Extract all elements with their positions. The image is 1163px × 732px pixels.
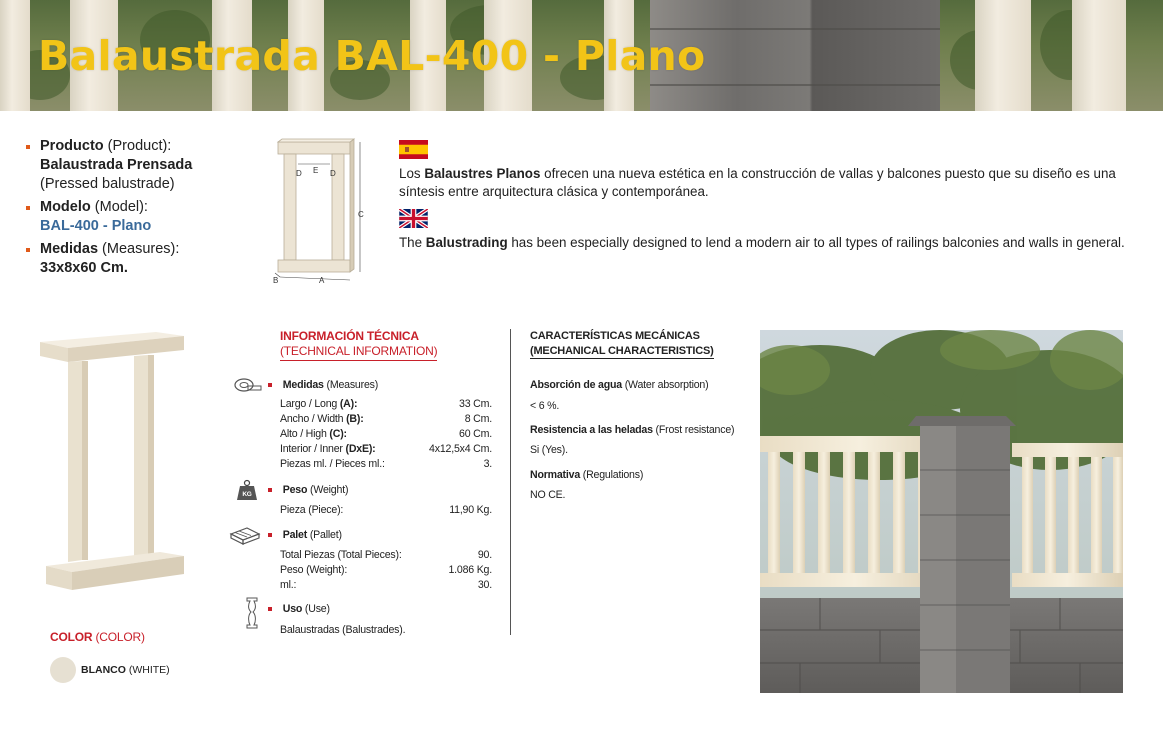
color-swatch-label: BLANCO (WHITE) bbox=[81, 664, 170, 676]
spec-row-value: 1.086 Kg. bbox=[448, 564, 492, 576]
spec-measures bbox=[26, 240, 256, 278]
description-es: Los Balaustres Planos ofrecen una nueva estética en la construcción de vallas y balcones puesto que su diseño es una síntesis entre arquitectura clásica y contemporánea. bbox=[399, 166, 1116, 199]
spec-row bbox=[280, 428, 492, 442]
installation-photo bbox=[760, 330, 1123, 693]
spec-row-key: Balaustradas (Balustrades). bbox=[280, 624, 406, 636]
spec-measures-label-en: (Measures): bbox=[102, 241, 180, 257]
color-swatch bbox=[50, 657, 76, 683]
spec-measures-label: Medidas bbox=[40, 241, 99, 257]
product-description bbox=[399, 140, 1139, 252]
spec-row-key: Peso (Weight): bbox=[280, 564, 348, 576]
spec-row-value: 33 Cm. bbox=[459, 398, 492, 410]
spec-row bbox=[280, 579, 492, 593]
tape-measure-icon bbox=[234, 377, 262, 393]
spec-product-label: Producto bbox=[40, 138, 104, 154]
drawing-label-d: D bbox=[296, 169, 302, 178]
spec-row-value: 4x12,5x4 Cm. bbox=[429, 443, 492, 455]
section-use-title: Uso (Use) bbox=[268, 603, 330, 615]
balustrade-product-image bbox=[38, 328, 188, 598]
banner-baluster bbox=[1072, 0, 1126, 111]
banner-pillar-joint bbox=[650, 28, 940, 30]
water-absorption-value: < 6 %. bbox=[530, 400, 560, 412]
column-divider bbox=[510, 329, 511, 635]
banner-pillar-joint bbox=[650, 84, 940, 86]
svg-text:KG: KG bbox=[242, 491, 252, 498]
spec-row bbox=[280, 398, 492, 412]
spec-row bbox=[280, 624, 492, 638]
spec-row-key: Pieza (Piece): bbox=[280, 504, 344, 516]
drawing-label-e: E bbox=[313, 166, 319, 175]
spec-model-label: Modelo bbox=[40, 199, 91, 215]
spec-row-value: 8 Cm. bbox=[464, 413, 492, 425]
spec-row-value: 3. bbox=[483, 458, 492, 470]
spec-row-key: Ancho / Width (B): bbox=[280, 413, 364, 425]
spec-row-key: Largo / Long (A): bbox=[280, 398, 358, 410]
spec-product-label-en: (Product): bbox=[107, 138, 172, 154]
spec-model bbox=[26, 198, 256, 236]
frost-resistance-value: Si (Yes). bbox=[530, 444, 568, 456]
spec-row-key: Alto / High (C): bbox=[280, 428, 347, 440]
color-title: COLOR (COLOR) bbox=[50, 630, 145, 644]
frost-resistance-label: Resistencia a las heladas (Frost resistance) bbox=[530, 424, 735, 436]
description-en: The Balustrading has been especially designed to lend a modern air to all types of railings balconies and walls in general. bbox=[399, 235, 1125, 250]
spec-row-key: Interior / Inner (DxE): bbox=[280, 443, 376, 455]
spec-row-key: Total Piezas (Total Pieces): bbox=[280, 549, 402, 561]
drawing-label-a: A bbox=[319, 276, 325, 285]
section-measures-title: Medidas (Measures) bbox=[268, 379, 378, 391]
banner-baluster bbox=[975, 0, 1031, 111]
spec-row-value: 30. bbox=[477, 579, 492, 591]
regulations-value: NO CE. bbox=[530, 489, 566, 501]
page-title: Balaustrada BAL-400 - Plano bbox=[38, 32, 706, 80]
spec-row bbox=[280, 504, 492, 518]
section-pallet-title: Palet (Pallet) bbox=[268, 529, 342, 541]
spec-product-value-en: (Pressed balustrade) bbox=[40, 176, 175, 192]
product-spec-list bbox=[26, 137, 256, 282]
water-absorption-label: Absorción de agua (Water absorption) bbox=[530, 379, 709, 391]
spec-row bbox=[280, 458, 492, 472]
technical-drawing bbox=[266, 132, 376, 292]
spec-row bbox=[280, 564, 492, 578]
spec-row-key: Piezas ml. / Pieces ml.: bbox=[280, 458, 385, 470]
spec-row-value: 60 Cm. bbox=[459, 428, 492, 440]
banner-baluster bbox=[0, 0, 30, 111]
spec-measures-value: 33x8x60 Cm. bbox=[40, 260, 128, 276]
regulations-label: Normativa (Regulations) bbox=[530, 469, 644, 481]
spec-row bbox=[280, 413, 492, 427]
section-weight-title: Peso (Weight) bbox=[268, 484, 348, 496]
spec-model-value: BAL-400 - Plano bbox=[40, 218, 152, 234]
spain-flag-icon bbox=[399, 140, 428, 159]
drawing-label-c: C bbox=[358, 210, 364, 219]
weight-kg-icon bbox=[236, 479, 258, 501]
mechanical-heading: CARACTERÍSTICAS MECÁNICAS (MECHANICAL CHARACTERISTICS) bbox=[530, 330, 714, 357]
uk-flag-icon bbox=[399, 209, 428, 228]
technical-info-heading: INFORMACIÓN TÉCNICA (TECHNICAL INFORMATION) bbox=[280, 329, 437, 361]
baluster-icon bbox=[246, 597, 258, 629]
spec-row-value: 11,90 Kg. bbox=[449, 504, 492, 516]
spec-row-value: 90. bbox=[477, 549, 492, 561]
spec-model-label-en: (Model): bbox=[94, 199, 148, 215]
header-banner bbox=[0, 0, 1163, 111]
drawing-label-d: D bbox=[330, 169, 336, 178]
spec-product-value: Balaustrada Prensada bbox=[40, 157, 193, 173]
spec-product bbox=[26, 137, 256, 194]
pallet-icon bbox=[229, 526, 261, 546]
drawing-label-b: B bbox=[273, 276, 279, 285]
spec-row bbox=[280, 443, 492, 457]
spec-row-key: ml.: bbox=[280, 579, 297, 591]
spec-row bbox=[280, 549, 492, 563]
